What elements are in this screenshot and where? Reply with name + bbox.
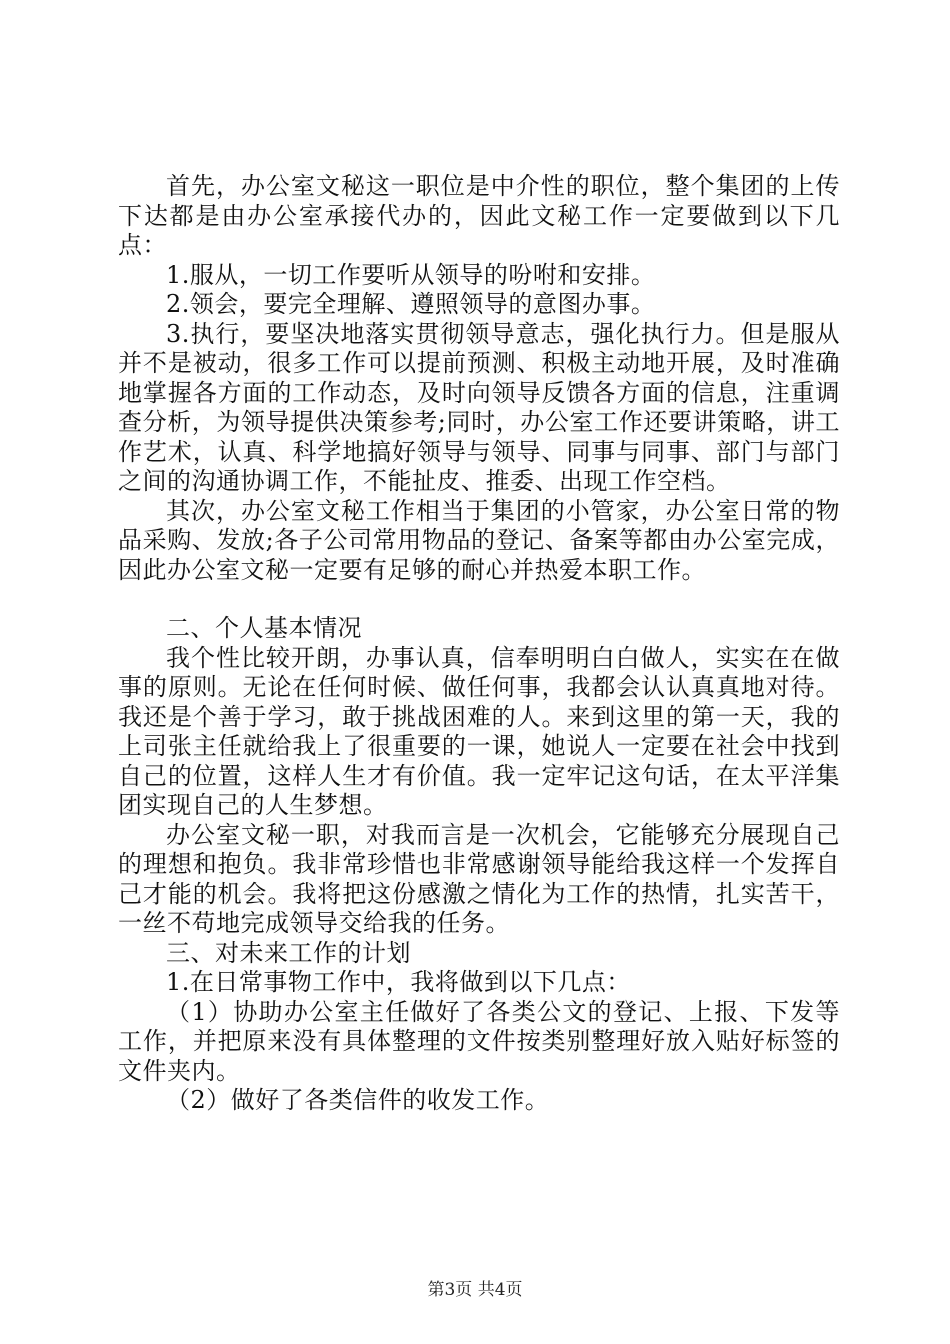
paragraph-plan-item-1: （1）协助办公室主任做好了各类公文的登记、上报、下发等工作，并把原来没有具体整理的文件按类别整理好放入贴好标签的文件夹内。 bbox=[118, 997, 840, 1085]
paragraph-second: 其次，办公室文秘工作相当于集团的小管家，办公室日常的物品采购、发放;各子公司常用物品的登记、备案等都由办公室完成，因此办公室文秘一定要有足够的耐心并热爱本职工作。 bbox=[118, 496, 840, 584]
paragraph-point-2: 2.领会，要完全理解、遵照领导的意图办事。 bbox=[166, 290, 656, 318]
section-heading-personal: 二、个人基本情况 bbox=[166, 614, 362, 642]
paragraph-point-3: 3.执行，要坚决地落实贯彻领导意志，强化执行力。但是服从并不是被动，很多工作可以提前预测、积极主动地开展，及时准确地掌握各方面的工作动态，及时向领导反馈各方面的信息，注重调查分析，为领导提供决策参考;同时，办公室工作还要讲策略，讲工作艺术，认真、科学地搞好领导与领导、同事与同事、部门与部门之间的沟通协调工作，不能扯皮、推委、出现工作空档。 bbox=[118, 319, 840, 495]
paragraph-opportunity: 办公室文秘一职，对我而言是一次机会，它能够充分展现自己的理想和抱负。我非常珍惜也非常感谢领导能给我这样一个发挥自己才能的机会。我将把这份感激之情化为工作的热情，扎实苦干，一丝不苟地完成领导交给我的任务。 bbox=[118, 820, 840, 937]
section-heading-plan: 三、对未来工作的计划 bbox=[166, 938, 411, 967]
page-number-footer: 第3页 共4页 bbox=[427, 1280, 523, 1300]
paragraph-point-1: 1.服从，一切工作要听从领导的吩咐和安排。 bbox=[166, 260, 656, 289]
paragraph-personality: 我个性比较开朗，办事认真，信奉明明白白做人，实实在在做事的原则。无论在任何时候、做任何事，我都会认认真真地对待。我还是个善于学习，敢于挑战困难的人。来到这里的第一天，我的上司张主任就给我上了很重要的一课，她说人一定要在社会中找到自己的位置，这样人生才有价值。我一定牢记这句话，在太平洋集团实现自己的人生梦想。 bbox=[118, 643, 840, 819]
paragraph-spacer bbox=[118, 585, 840, 614]
paragraph-plan-item-2: （2）做好了各类信件的收发工作。 bbox=[166, 1086, 550, 1114]
paragraph-plan-1: 1.在日常事物工作中，我将做到以下几点： bbox=[166, 968, 631, 996]
document-body bbox=[118, 172, 840, 1116]
paragraph-intro: 首先，办公室文秘这一职位是中介性的职位，整个集团的上传下达都是由办公室承接代办的，因此文秘工作一定要做到以下几点： bbox=[118, 172, 840, 259]
